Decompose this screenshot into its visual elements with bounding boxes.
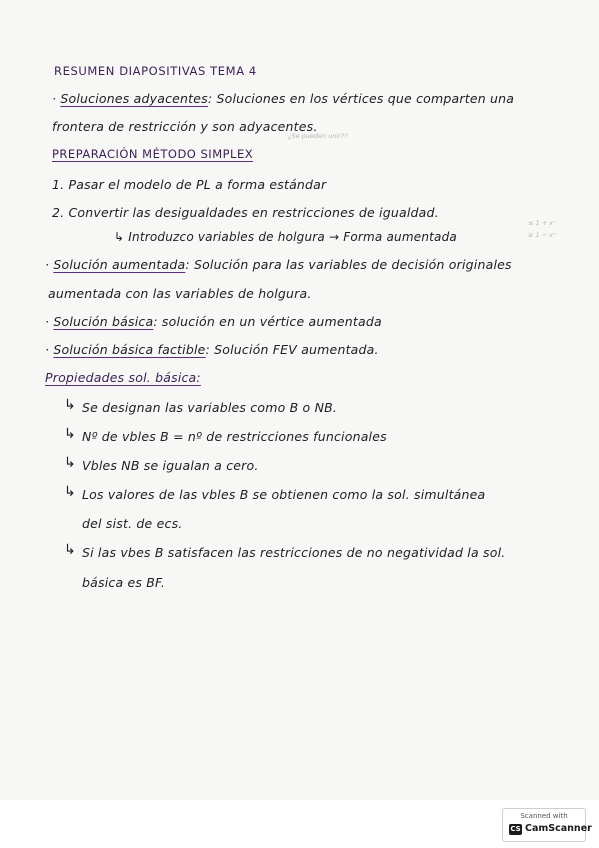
term-augmented-solution: Solución aumentada — [53, 257, 186, 272]
property-5-cont: básica es BF. — [82, 575, 165, 590]
definition-feasible-basic-solution: · Solución básica factible: Solución FEV aumentada. — [45, 342, 379, 357]
camscanner-name: CamScanner — [525, 823, 592, 834]
faint-side-note: ¿Se pueden unir?? — [288, 132, 348, 140]
property-5 — [64, 542, 506, 561]
definition-augmented-solution-cont: aumentada con las variables de holgura. — [48, 286, 312, 301]
step-2-sub-text: Introduzco variables de holgura → Forma aumentada — [128, 230, 457, 244]
camscanner-logo-icon: CS — [510, 825, 521, 833]
hook-arrow-icon: ↳ — [64, 426, 76, 442]
step-2-sub — [114, 230, 457, 244]
hook-arrow-icon: ↳ — [64, 542, 76, 558]
property-4-cont: del sist. de ecs. — [82, 516, 183, 531]
property-text: Los valores de las vbles B se obtienen como la sol. simultánea — [81, 487, 486, 502]
page-title: RESUMEN DIAPOSITIVAS TEMA 4 — [54, 64, 257, 78]
definition-text: : Soluciones en los vértices que comparten una — [207, 91, 515, 106]
property-4 — [64, 484, 486, 503]
definition-basic-solution: · Solución básica: solución en un vértice aumentada — [45, 314, 382, 329]
property-3 — [64, 455, 259, 474]
faint-formula-2: ≥ 1 − x⁺ — [528, 231, 557, 239]
simplex-prep-heading: PREPARACIÓN MÉTODO SIMPLEX — [52, 147, 254, 161]
definition-text: : solución en un vértice aumentada — [153, 314, 382, 329]
hook-arrow-icon: ↳ — [64, 397, 76, 413]
property-text: Se designan las variables como B o NB. — [81, 400, 338, 415]
term-basic-solution: Solución básica — [53, 314, 154, 329]
term-adjacent-solutions: Soluciones adyacentes — [60, 91, 208, 106]
faint-formula-1: ≤ 1 + x⁺ — [528, 219, 557, 227]
camscanner-badge — [502, 808, 592, 842]
property-text: Vbles NB se igualan a cero. — [81, 458, 259, 473]
definition-text: : Solución para las variables de decisión originales — [185, 257, 512, 272]
scanned-with-label: Scanned with — [520, 812, 568, 820]
hook-arrow-icon: ↳ — [64, 484, 76, 500]
hook-arrow-icon: ↳ — [64, 455, 76, 471]
step-2: 2. Convertir las desigualdades en restricciones de igualdad. — [52, 205, 439, 220]
definition-adjacent-solutions: · Soluciones adyacentes: Soluciones en los vértices que comparten una — [52, 91, 515, 106]
property-text: Nº de vbles B = nº de restricciones funcionales — [81, 429, 387, 444]
properties-heading: Propiedades sol. básica: — [45, 370, 201, 385]
term-feasible-basic-solution: Solución básica factible — [53, 342, 206, 357]
definition-adjacent-solutions-cont: frontera de restricción y son adyacentes. — [52, 119, 318, 134]
hook-arrow-icon: ↳ — [114, 230, 125, 244]
definition-text: : Solución FEV aumentada. — [205, 342, 379, 357]
definition-augmented-solution: · Solución aumentada: Solución para las variables de decisión originales — [45, 257, 512, 272]
property-2 — [64, 426, 387, 445]
property-text: Si las vbes B satisfacen las restricciones de no negatividad la sol. — [81, 545, 506, 560]
step-1: 1. Pasar el modelo de PL a forma estándar — [52, 177, 327, 192]
property-1 — [64, 397, 338, 416]
